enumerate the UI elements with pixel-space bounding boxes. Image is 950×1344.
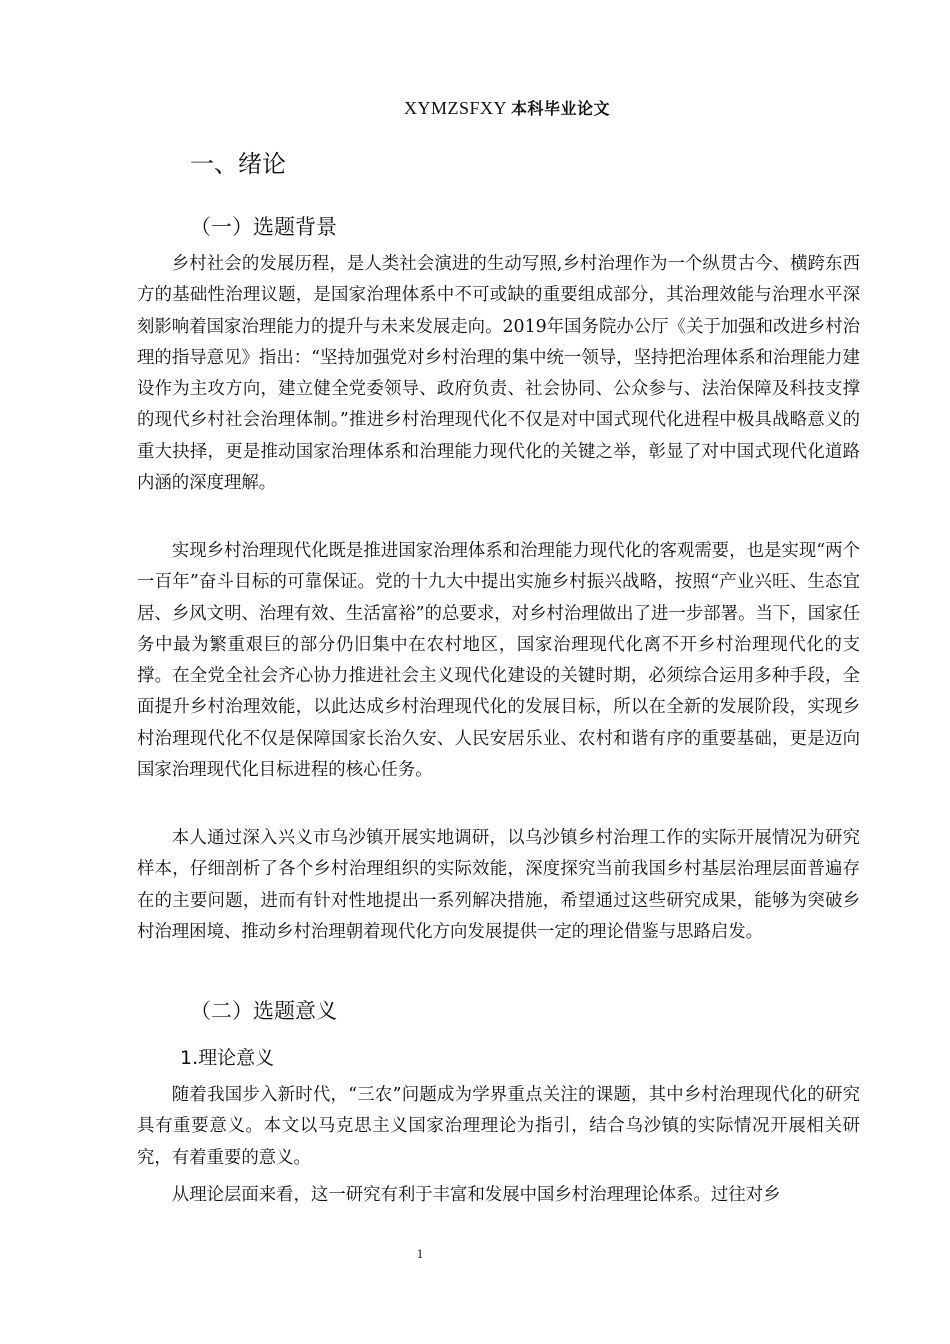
chapter-title: 一、绪论 bbox=[190, 150, 286, 178]
header-thesis-label: 本科毕业论文 bbox=[511, 99, 611, 118]
paragraph-background-3: 本人通过深入兴义市乌沙镇开展实地调研，以乌沙镇乡村治理工作的实际开展情况为研究样本，仔细剖析了各个乡村治理组织的实际效能，深度探究当前我国乡村基层治理层面普遍存在的主要问题，进而有针对性地提出一系列解决措施，希望通过这些研究成果，能够为突破乡村治理困境、推动乡村治理朝着现代化方向发展提供一定的理论借鉴与思路启发。 bbox=[137, 828, 860, 942]
section-title-significance: （二）选题意义 bbox=[190, 999, 337, 1023]
paragraph-background-2: 实现乡村治理现代化既是推进国家治理体系和治理能力现代化的客观需要，也是实现“两个一百年”奋斗目标的可靠保证。党的十九大中提出实施乡村振兴战略，按照“产业兴旺、生态宜居、乡风文明、治理有效、生活富裕”的总要求，对乡村治理做出了进一步部署。当下，国家任务中最为繁重艰巨的部分仍旧集中在农村地区，国家治理现代化离不开乡村治理现代化的支撑。在全党全社会齐心协力推进社会主义现代化建设的关键时期，必须综合运用多种手段，全面提升乡村治理效能，以此达成乡村治理现代化的发展目标，所以在全新的发展阶段，实现乡村治理现代化不仅是保障国家长治久安、人民安居乐业、农村和谐有序的重要基础，更是迈向国家治理现代化目标进程的核心任务。 bbox=[137, 541, 860, 781]
paragraph-theory-2: 从理论层面来看，这一研究有利于丰富和发展中国乡村治理理论体系。过往对乡 bbox=[171, 1185, 781, 1205]
subsection-title-theory: 1.理论意义 bbox=[180, 1047, 275, 1069]
paragraph-theory-1: 随着我国步入新时代，“三农”问题成为学界重点关注的课题，其中乡村治理现代化的研究具有重要意义。本文以马克思主义国家治理理论为指引，结合乌沙镇的实际情况开展相关研究，有着重要的意义。 bbox=[137, 1085, 860, 1168]
header-school-code: XYMZSFXY bbox=[404, 98, 508, 118]
page-number: 1 bbox=[416, 1246, 424, 1261]
section-title-background: （一）选题背景 bbox=[190, 215, 337, 239]
page-header bbox=[404, 96, 610, 119]
paragraph-background-1: 乡村社会的发展历程，是人类社会演进的生动写照,乡村治理作为一个纵贯古今、横跨东西方的基础性治理议题，是国家治理体系中不可或缺的重要组成部分，其治理效能与治理水平深刻影响着国家治理能力的提升与未来发展走向。2019年国务院办公厅《关于加强和改进乡村治理的指导意见》指出：“坚持加强党对乡村治理的集中统一领导，坚持把治理体系和治理能力建设作为主攻方向，建立健全党委领导、政府负责、社会协同、公众参与、法治保障及科技支撑的现代乡村社会治理体制。”推进乡村治理现代化不仅是对中国式现代化进程中极具战略意义的重大抉择，更是推动国家治理体系和治理能力现代化的关键之举，彰显了对中国式现代化道路内涵的深度理解。 bbox=[137, 254, 860, 494]
